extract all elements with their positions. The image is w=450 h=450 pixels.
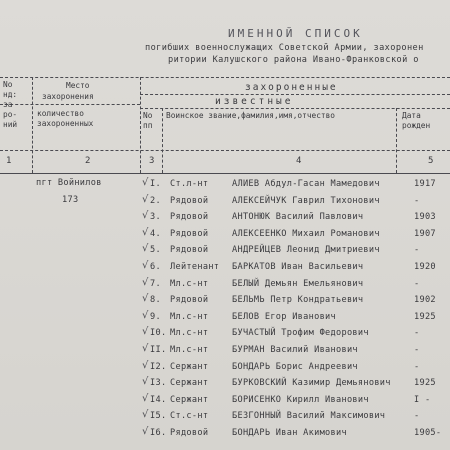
header-known: известные <box>215 96 294 107</box>
row-number: 4. <box>150 229 161 239</box>
header-bottom-rule <box>0 150 450 151</box>
check-mark-icon: √ <box>142 426 149 437</box>
header-count-line-a: количество <box>37 109 84 118</box>
burial-place: пгт Войнилов <box>36 178 102 188</box>
row-birth-year: - <box>414 328 420 338</box>
row-rank: Сержант <box>170 395 209 405</box>
document-subtitle-line-1: погибших военнослужащих Советской Армии, захоронен <box>145 43 424 53</box>
column-number-1: 1 <box>6 156 12 166</box>
row-name: БОНДАРЬ Борис Андреевич <box>232 362 358 372</box>
column-divider-3 <box>162 108 163 173</box>
row-number: 6. <box>150 262 161 272</box>
row-name: БЕЛОВ Егор Иванович <box>232 312 337 322</box>
check-mark-icon: √ <box>142 376 149 387</box>
row-name: АНТОНЮК Василий Павлович <box>232 212 364 222</box>
column-number-2: 2 <box>85 156 91 166</box>
header-col1-line-c: за <box>3 100 13 109</box>
header-col1-line-b: нд: <box>3 90 18 99</box>
row-birth-year: - <box>414 345 420 355</box>
row-rank: Рядовой <box>170 229 209 239</box>
row-birth-year: - <box>414 362 420 372</box>
row-birth-year: - <box>414 279 420 289</box>
row-number: 7. <box>150 279 161 289</box>
check-mark-icon: √ <box>142 409 149 420</box>
row-number: II. <box>150 345 167 355</box>
row-birth-year: - <box>414 196 420 206</box>
column-number-3: 3 <box>149 156 155 166</box>
row-birth-year: 1903 <box>414 212 436 222</box>
row-name: БОНДАРЬ Иван Акимович <box>232 428 347 438</box>
check-mark-icon: √ <box>142 310 149 321</box>
row-birth-year: 1902 <box>414 295 436 305</box>
row-number: 9. <box>150 312 161 322</box>
header-number-line-a: No <box>143 111 153 120</box>
header-place-line-a: Место <box>66 81 90 90</box>
row-birth-year: I - <box>414 395 431 405</box>
check-mark-icon: √ <box>142 343 149 354</box>
row-birth-year: 1905- <box>414 428 442 438</box>
check-mark-icon: √ <box>142 277 149 288</box>
row-birth-year: 1917 <box>414 179 436 189</box>
check-mark-icon: √ <box>142 227 149 238</box>
burial-count: 173 <box>62 195 79 205</box>
row-birth-year: 1925 <box>414 378 436 388</box>
row-rank: Лейтенант <box>170 262 220 272</box>
check-mark-icon: √ <box>142 194 149 205</box>
column-number-5: 5 <box>428 156 434 166</box>
check-mark-icon: √ <box>142 393 149 404</box>
column-numbers-rule <box>0 173 450 174</box>
column-number-4: 4 <box>296 156 302 166</box>
check-mark-icon: √ <box>142 177 149 188</box>
row-rank: Ст.л-нт <box>170 179 209 189</box>
row-rank: Мл.с-нт <box>170 328 209 338</box>
row-number: I6. <box>150 428 167 438</box>
check-mark-icon: √ <box>142 293 149 304</box>
row-name: БУРМАН Василий Иванович <box>232 345 358 355</box>
check-mark-icon: √ <box>142 326 149 337</box>
document-title: ИМЕННОЙ СПИСОК <box>228 27 363 40</box>
row-birth-year: - <box>414 411 420 421</box>
table-top-rule <box>0 77 450 78</box>
row-name: БАРКАТОВ Иван Васильевич <box>232 262 364 272</box>
row-name: БЕЛЫЙ Демьян Емельянович <box>232 279 364 289</box>
row-number: I0. <box>150 328 167 338</box>
row-birth-year: 1907 <box>414 229 436 239</box>
header-number-line-b: пп <box>143 121 153 130</box>
header-place-line-b: захоронения <box>42 92 94 101</box>
row-rank: Ст.с-нт <box>170 411 209 421</box>
row-number: I5. <box>150 411 167 421</box>
header-col1-line-e: ний <box>3 120 18 129</box>
row-rank: Мл.с-нт <box>170 312 209 322</box>
column-divider-1 <box>32 77 33 173</box>
row-number: I2. <box>150 362 167 372</box>
check-mark-icon: √ <box>142 260 149 271</box>
row-rank: Рядовой <box>170 212 209 222</box>
check-mark-icon: √ <box>142 210 149 221</box>
header-col1-line-d: ро- <box>3 110 18 119</box>
row-birth-year: 1920 <box>414 262 436 272</box>
row-number: 5. <box>150 245 161 255</box>
check-mark-icon: √ <box>142 243 149 254</box>
header-birth-line-b: рожден <box>402 121 431 130</box>
column-divider-4 <box>396 108 397 173</box>
header-buried: захороненные <box>245 82 338 93</box>
row-rank: Рядовой <box>170 295 209 305</box>
row-name: БУРКОВСКИЙ Казимир Демьянович <box>232 378 391 388</box>
header-col1-line-a: No <box>3 80 13 89</box>
header-rule-buried <box>140 94 450 95</box>
header-rank-name: Воинское звание,фамилия,имя,отчество <box>166 111 335 120</box>
row-name: АЛИЕВ Абдул-Гасан Мамедович <box>232 179 380 189</box>
row-rank: Рядовой <box>170 428 209 438</box>
row-number: 2. <box>150 196 161 206</box>
row-number: I4. <box>150 395 167 405</box>
header-birth-line-a: Дата <box>402 111 421 120</box>
row-birth-year: - <box>414 245 420 255</box>
row-name: АЛЕКСЕЕНКО Михаил Романович <box>232 229 380 239</box>
row-name: БЕЗГОННЫЙ Василий Максимович <box>232 411 386 421</box>
row-rank: Сержант <box>170 378 209 388</box>
row-name: БУЧАСТЫЙ Трофим Федорович <box>232 328 369 338</box>
row-number: 8. <box>150 295 161 305</box>
row-name: БЕЛЬМЬ Петр Кондратьевич <box>232 295 364 305</box>
row-name: БОРИСЕНКО Кирилл Иванович <box>232 395 369 405</box>
document-subtitle-line-2: ритории Калушского района Ивано-Франковской о <box>168 55 419 65</box>
column-divider-2 <box>140 77 141 173</box>
row-number: 3. <box>150 212 161 222</box>
row-rank: Сержант <box>170 362 209 372</box>
row-rank: Мл.с-нт <box>170 345 209 355</box>
row-number: I3. <box>150 378 167 388</box>
row-name: АНДРЕЙЦЕВ Леонид Дмитриевич <box>232 245 380 255</box>
header-rule-known <box>140 108 450 109</box>
row-rank: Рядовой <box>170 196 209 206</box>
header-count-line-b: захороненных <box>37 119 94 128</box>
row-rank: Рядовой <box>170 245 209 255</box>
check-mark-icon: √ <box>142 360 149 371</box>
row-rank: Мл.с-нт <box>170 279 209 289</box>
row-birth-year: 1925 <box>414 312 436 322</box>
row-name: АЛЕКСЕЙЧУК Гаврил Тихонович <box>232 196 380 206</box>
row-number: I. <box>150 179 161 189</box>
header-rule-place <box>0 104 140 105</box>
